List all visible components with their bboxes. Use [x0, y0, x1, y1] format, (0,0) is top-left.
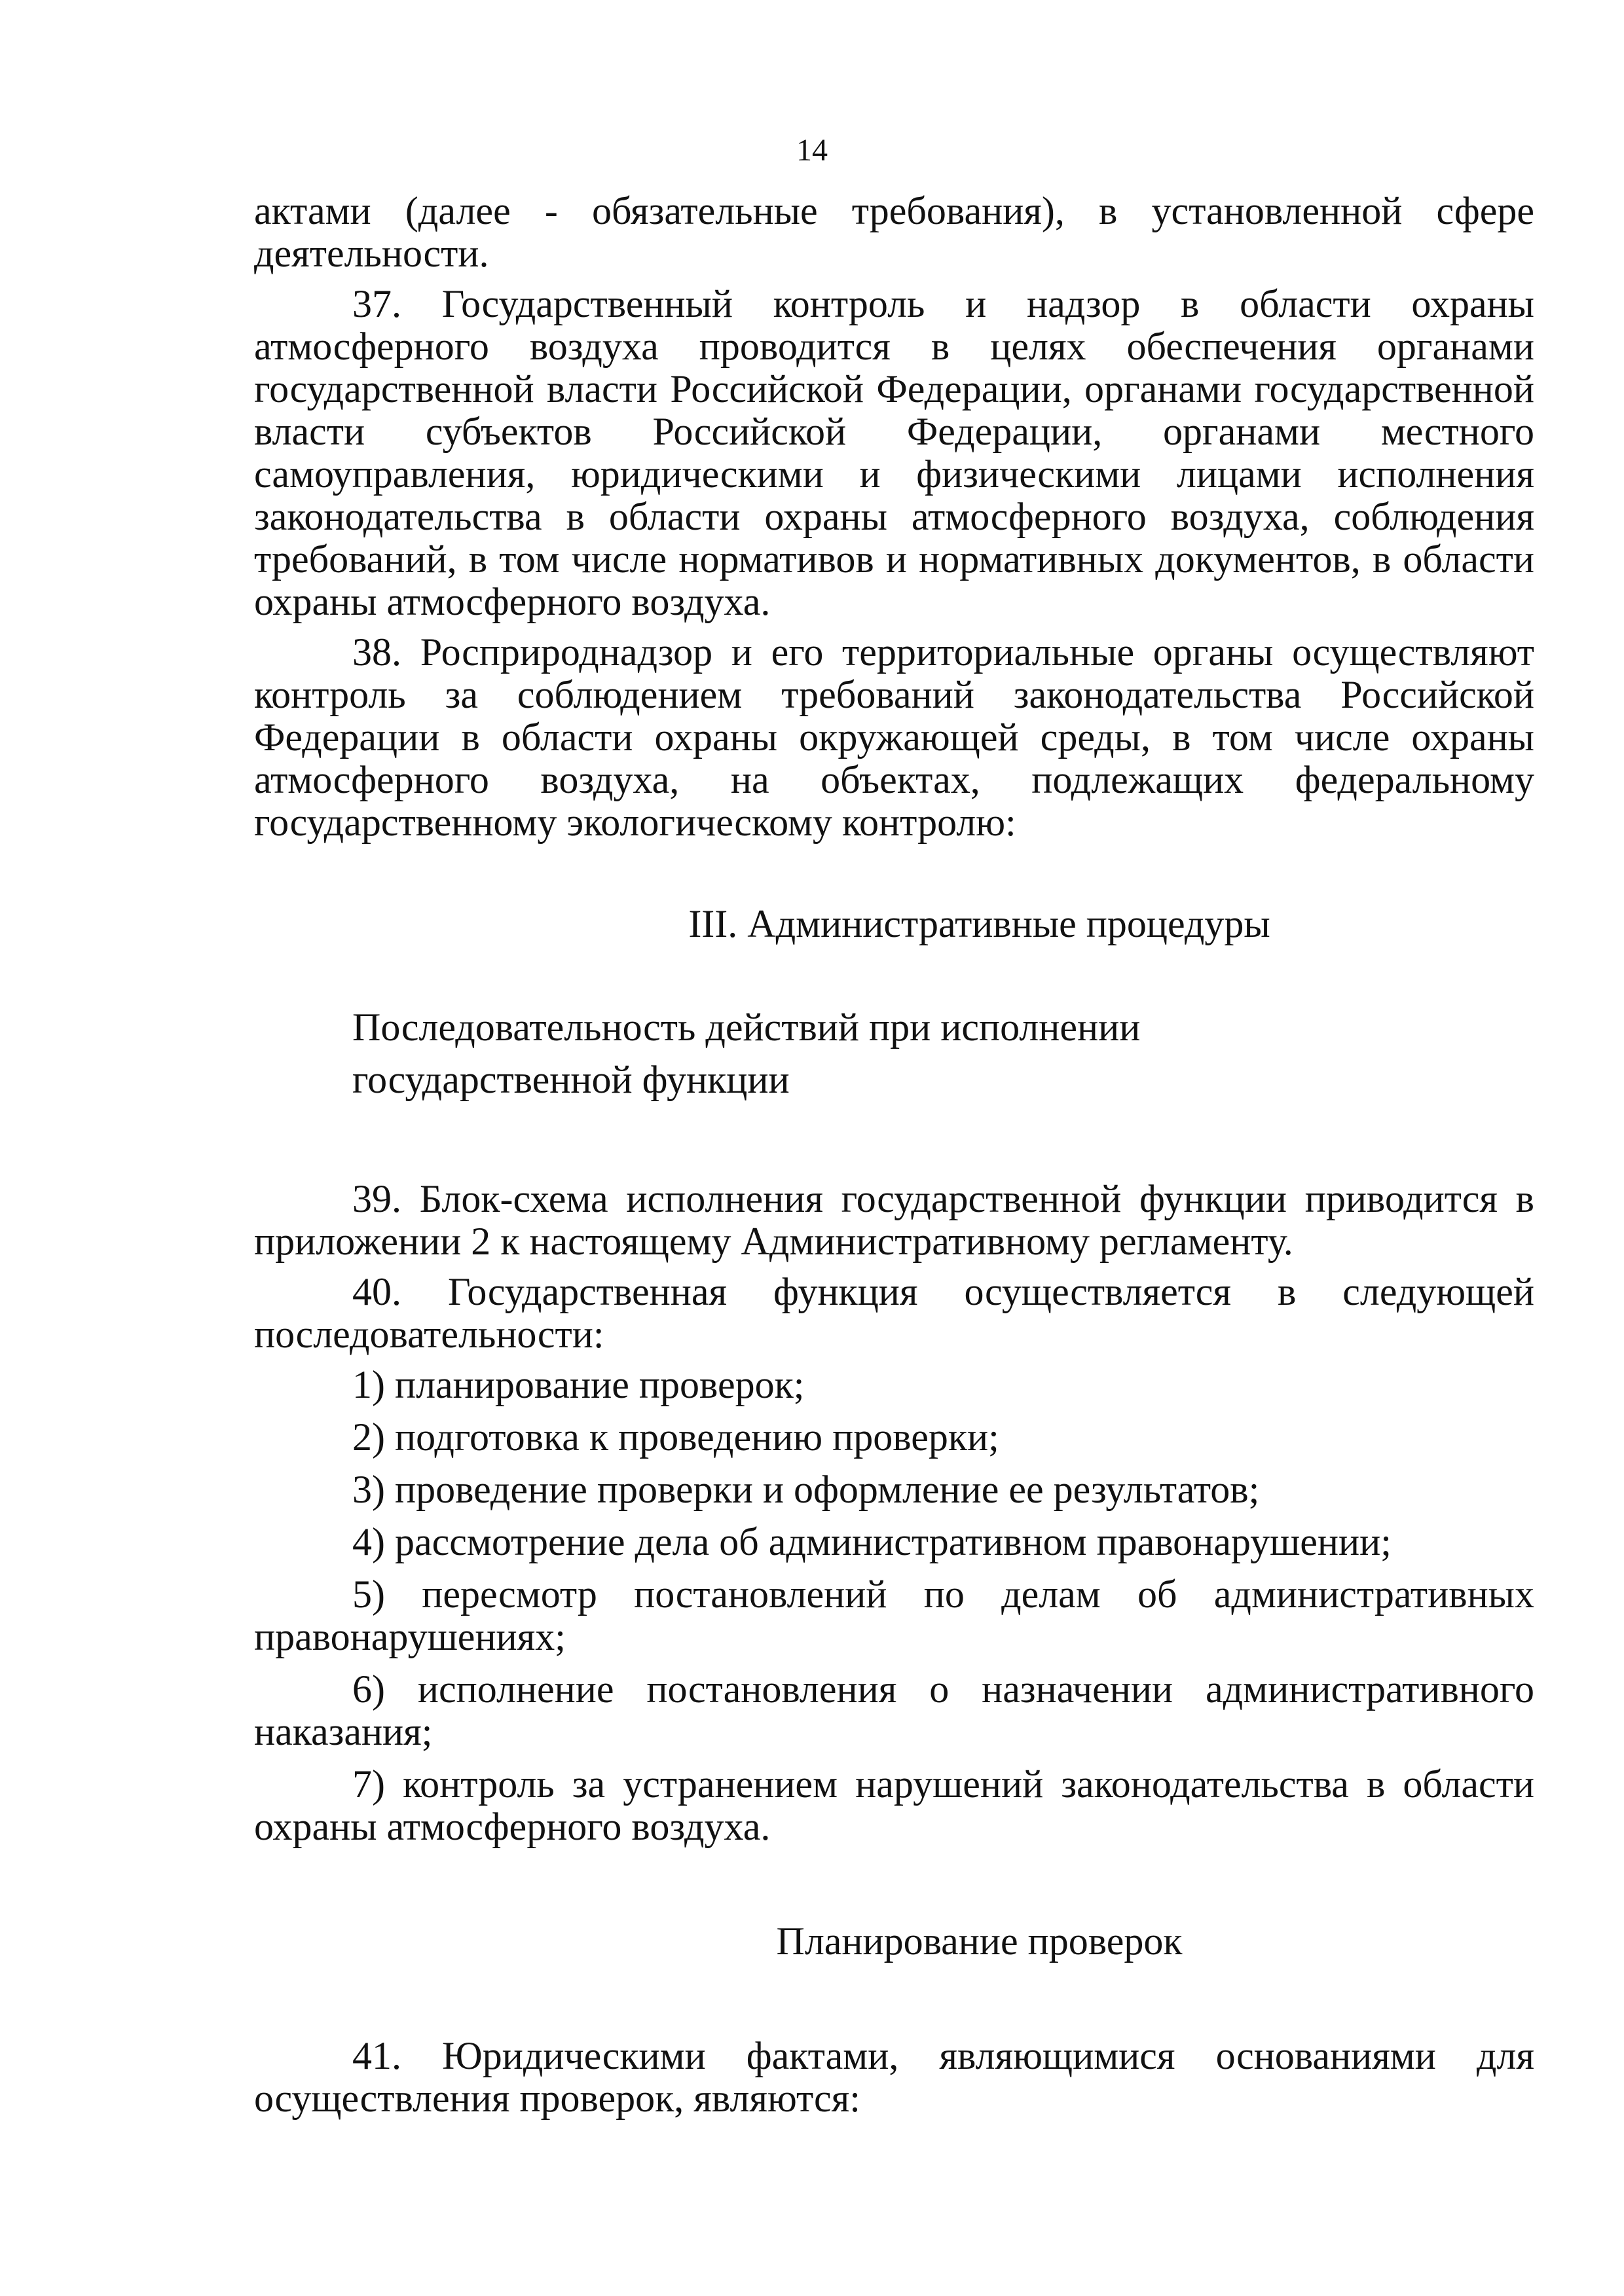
list-item-7: 7) контроль за устранением нарушений законодательства в области охраны атмосферного воздуха. [254, 1762, 1534, 1848]
document-body [254, 190, 1534, 2128]
page-number: 14 [796, 133, 828, 168]
paragraph-37: 37. Государственный контроль и надзор в области охраны атмосферного воздуха проводится в целях обеспечения органами государственной власти Российской Федерации, органами государственной власти субъектов Российской Федерации, органами местного самоуправления, юридическими и физическими лицами исполнения законодательства в области охраны атмосферного воздуха, соблюдения требований, в том числе нормативов и нормативных документов, в области охраны атмосферного воздуха. [254, 282, 1534, 623]
list-item-4: 4) рассмотрение дела об административном правонарушении; [352, 1520, 1392, 1563]
list-item-3: 3) проведение проверки и оформление ее результатов; [352, 1468, 1260, 1511]
subsection-title [254, 1001, 1534, 1106]
planning-block [254, 2035, 1534, 2120]
subsection-title-line-2: государственной функции [352, 1058, 790, 1101]
list-item-2: 2) подготовка к проведению проверки; [352, 1415, 999, 1459]
procedure-list [254, 1364, 1534, 1848]
paragraph-40: 40. Государственная функция осуществляется в следующей последовательности: [254, 1270, 1534, 1356]
section-title: III. Административные процедуры [688, 902, 1270, 945]
list-item-6: 6) исполнение постановления о назначении административного наказания; [254, 1667, 1534, 1753]
list-item-5: 5) пересмотр постановлений по делам об административных правонарушениях; [254, 1573, 1534, 1658]
paragraph-intro: актами (далее - обязательные требования), в установленной сфере деятельности. [254, 189, 1534, 275]
subsection-title-line-1: Последовательность действий при исполнении [352, 1006, 1141, 1049]
paragraph-41: 41. Юридическими фактами, являющимися основаниями для осуществления проверок, являются: [254, 2034, 1534, 2120]
list-item-1: 1) планирование проверок; [352, 1363, 805, 1406]
paragraph-39: 39. Блок-схема исполнения государственной функции приводится в приложении 2 к настоящему Административному регламенту. [254, 1177, 1534, 1263]
paragraph-38: 38. Росприроднадзор и его территориальные органы осуществляют контроль за соблюдением требований законодательства Российской Федерации в области охраны окружающей среды, в том числе охраны атмосферного воздуха, на объектах, подлежащих федеральному государственному экологическому контролю: [254, 630, 1534, 844]
heading-planning: Планирование проверок [776, 1920, 1183, 1963]
procedures-block [254, 1178, 1534, 1848]
